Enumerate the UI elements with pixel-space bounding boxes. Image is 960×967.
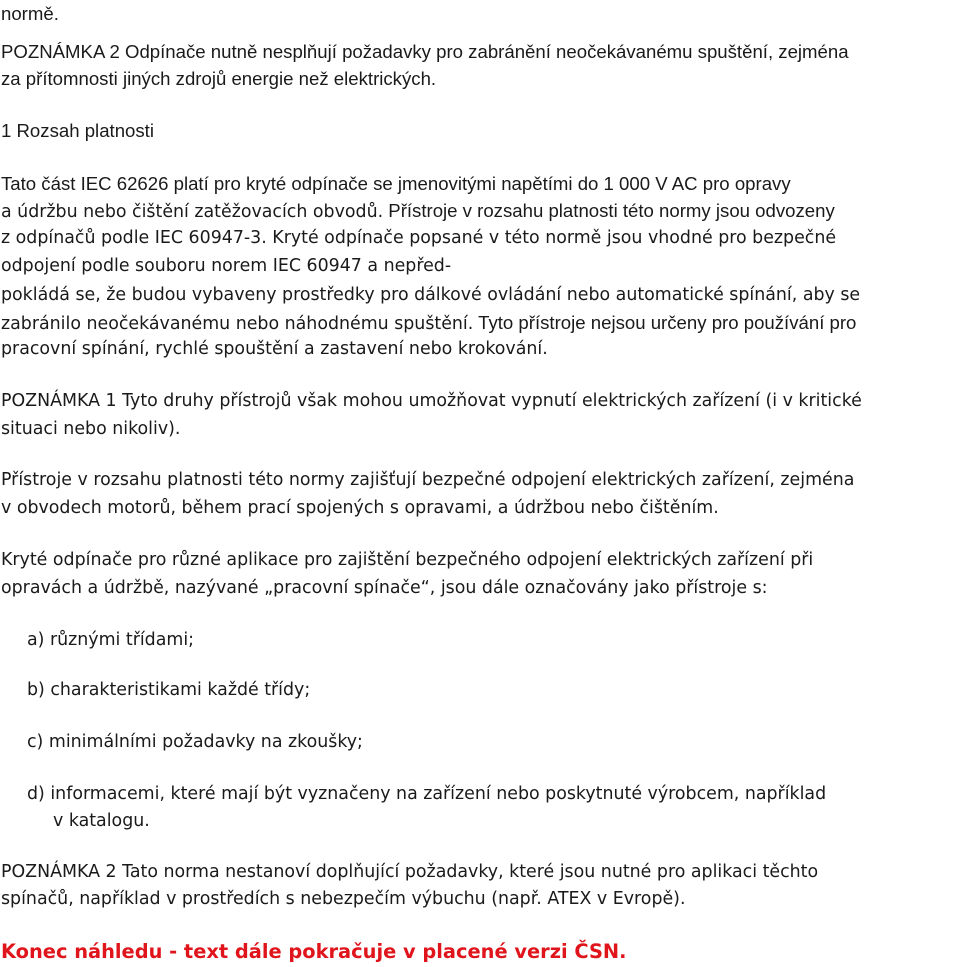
list-item: b) charakteristikami každé třídy;: [27, 680, 311, 700]
paragraph-line: pokládá se, že budou vybaveny prostředky pro dálkové ovládání nebo automatické spínání, aby se: [1, 285, 861, 305]
note-line: POZNÁMKA 2 Tato norma nestanoví doplňující požadavky, které jsou nutné pro aplikaci těchto: [1, 862, 819, 882]
paragraph-line: opravách a údržbě, nazývané „pracovní spínače“, jsou dále označovány jako přístroje s:: [1, 578, 768, 598]
paragraph-line: Tato část IEC 62626 platí pro kryté odpínače se jmenovitými napětími do 1 000 V AC pro opravy: [1, 173, 791, 194]
paragraph-text: Kryté odpínače popsané v této normě jsou vhodné pro bezpečné: [266, 228, 837, 248]
paragraph-text: a údržbu nebo čištění zatěžovacích obvodů.: [1, 202, 384, 222]
preview-end-notice: Konec náhledu - text dále pokračuje v placené verzi ČSN.: [1, 940, 627, 963]
note-line: situaci nebo nikoliv).: [1, 419, 181, 439]
list-item: c) minimálními požadavky na zkoušky;: [27, 732, 363, 752]
section-heading: 1 Rozsah platnosti: [1, 120, 154, 141]
paragraph-text: z odpínačů podle IEC 60947-3.: [1, 228, 267, 248]
note-line: za přítomnosti jiných zdrojů energie než elektrických.: [1, 68, 437, 89]
paragraph-line: [1, 197, 835, 224]
note-line: POZNÁMKA 2 Odpínače nutně nesplňují požadavky pro zabránění neočekávanému spuštění, zejména: [1, 41, 849, 62]
note-line: spínačů, například v prostředích s nebezpečím výbuchu (např. ATEX v Evropě).: [1, 889, 686, 909]
paragraph-line: pracovní spínání, rychlé spouštění a zastavení nebo krokování.: [1, 339, 548, 359]
list-item-continuation: v katalogu.: [53, 811, 150, 831]
paragraph-line: odpojení podle souboru norem IEC 60947 a nepřed-: [1, 256, 452, 276]
paragraph-text: Přístroje v rozsahu platnosti této normy jsou odvozeny: [383, 200, 835, 221]
paragraph-text: zabránilo neočekávanému nebo náhodnému spuštění.: [1, 314, 474, 334]
paragraph-line: Kryté odpínače pro různé aplikace pro zajištění bezpečného odpojení elektrických zařízení při: [1, 550, 814, 570]
paragraph-line: v obvodech motorů, během prací spojených s opravami, a údržbou nebo čištěním.: [1, 498, 719, 518]
paragraph-line: [1, 225, 836, 252]
note-line: POZNÁMKA 1 Tyto druhy přístrojů však mohou umožňovat vypnutí elektrických zařízení (i v kritické: [1, 391, 862, 411]
list-item: d) informacemi, které mají být vyznačeny na zařízení nebo poskytnuté výrobcem, například: [27, 784, 827, 804]
list-item: a) různými třídami;: [27, 630, 195, 650]
paragraph-text: Tyto přístroje nejsou určeny pro používání pro: [473, 312, 857, 333]
paragraph-line: Přístroje v rozsahu platnosti této normy zajišťují bezpečné odpojení elektrických zařízení, zejména: [1, 470, 855, 490]
paragraph-line: [1, 309, 856, 336]
text-line: normě.: [1, 3, 59, 24]
